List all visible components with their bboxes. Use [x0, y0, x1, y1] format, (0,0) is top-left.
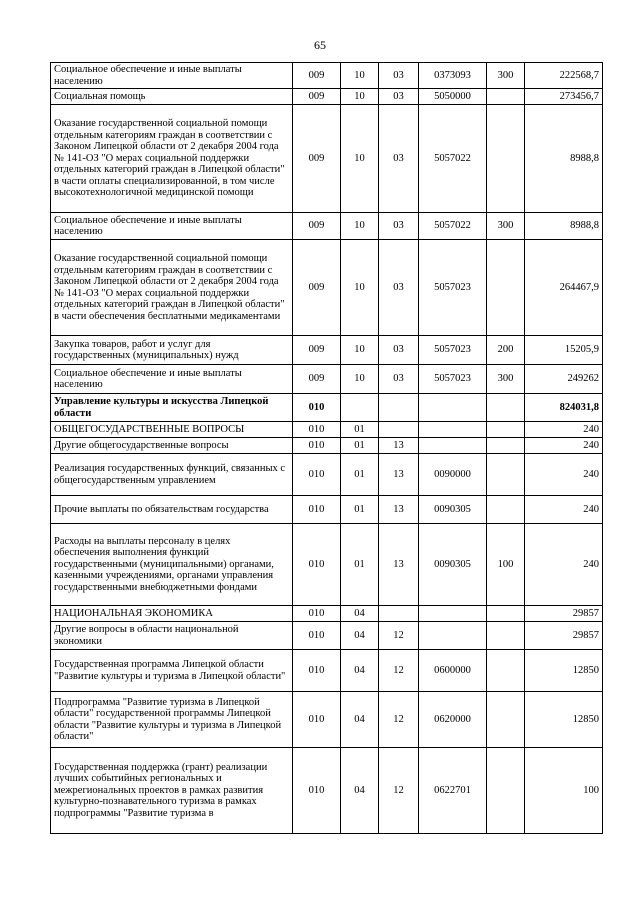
cell-amount: 273456,7: [525, 89, 603, 105]
table-row: [51, 438, 603, 454]
cell-amount: 222568,7: [525, 63, 603, 89]
cell-amount: 12850: [525, 692, 603, 748]
cell-expense-type: 300: [487, 365, 525, 394]
cell-expense-type: [487, 622, 525, 650]
cell-name: Государственная программа Липецкой области "Развитие культуры и туризма в Липецкой области": [51, 650, 293, 692]
cell-section: 10: [341, 240, 379, 336]
cell-section: 10: [341, 213, 379, 240]
cell-subsection: 13: [379, 438, 419, 454]
cell-target-item: 5050000: [419, 89, 487, 105]
cell-department: 010: [293, 650, 341, 692]
cell-name: Управление культуры и искусства Липецкой области: [51, 394, 293, 422]
cell-department: 010: [293, 438, 341, 454]
table-row: [51, 496, 603, 524]
cell-expense-type: [487, 438, 525, 454]
cell-target-item: 5057023: [419, 240, 487, 336]
table-row: [51, 622, 603, 650]
cell-name: Другие общегосударственные вопросы: [51, 438, 293, 454]
cell-subsection: [379, 394, 419, 422]
cell-name: Реализация государственных функций, связанных с общегосударственным управлением: [51, 454, 293, 496]
cell-department: 009: [293, 336, 341, 365]
cell-subsection: 03: [379, 240, 419, 336]
cell-expense-type: 300: [487, 213, 525, 240]
cell-section: 10: [341, 89, 379, 105]
cell-name: ОБЩЕГОСУДАРСТВЕННЫЕ ВОПРОСЫ: [51, 422, 293, 438]
table-row: [51, 692, 603, 748]
cell-expense-type: [487, 606, 525, 622]
table-row: [51, 89, 603, 105]
cell-name: Социальное обеспечение и иные выплаты населению: [51, 63, 293, 89]
cell-name: НАЦИОНАЛЬНАЯ ЭКОНОМИКА: [51, 606, 293, 622]
cell-expense-type: 300: [487, 63, 525, 89]
table-row: [51, 365, 603, 394]
cell-section: 01: [341, 524, 379, 606]
table-row: [51, 606, 603, 622]
cell-name: Другие вопросы в области национальной экономики: [51, 622, 293, 650]
cell-name: Оказание государственной социальной помощи отдельным категориям граждан в соответствии с Законом Липецкой области от 2 декабря 2004 года № 141-ОЗ "О мерах социальной поддержки отдельных категорий граждан в Липецкой области" в части обеспечения бесплатными медикаментами: [51, 240, 293, 336]
cell-expense-type: [487, 105, 525, 213]
cell-section: 01: [341, 454, 379, 496]
cell-amount: 12850: [525, 650, 603, 692]
cell-section: 01: [341, 496, 379, 524]
cell-department: 010: [293, 622, 341, 650]
cell-subsection: 03: [379, 63, 419, 89]
cell-target-item: 5057023: [419, 336, 487, 365]
table-row: [51, 63, 603, 89]
cell-expense-type: [487, 692, 525, 748]
cell-amount: 240: [525, 496, 603, 524]
cell-department: 010: [293, 422, 341, 438]
cell-target-item: 0090000: [419, 454, 487, 496]
cell-section: 04: [341, 650, 379, 692]
cell-target-item: [419, 438, 487, 454]
cell-subsection: 12: [379, 622, 419, 650]
cell-name: Оказание государственной социальной помощи отдельным категориям граждан в соответствии с Законом Липецкой области от 2 декабря 2004 года № 141-ОЗ "О мерах социальной поддержки отдельных категорий граждан в Липецкой области" в части оплаты специализированной, в том числе высокотехнологичной медицинской помощи: [51, 105, 293, 213]
budget-table: [50, 62, 603, 834]
cell-section: 04: [341, 692, 379, 748]
cell-target-item: 0622701: [419, 748, 487, 834]
table-row: [51, 213, 603, 240]
cell-subsection: 12: [379, 692, 419, 748]
cell-section: 04: [341, 748, 379, 834]
cell-target-item: 5057022: [419, 105, 487, 213]
cell-department: 010: [293, 692, 341, 748]
cell-amount: 249262: [525, 365, 603, 394]
cell-amount: 240: [525, 454, 603, 496]
cell-name: Социальная помощь: [51, 89, 293, 105]
cell-section: 10: [341, 365, 379, 394]
table-row: [51, 422, 603, 438]
page-number: 65: [314, 38, 326, 52]
cell-name: Закупка товаров, работ и услуг для государственных (муниципальных) нужд: [51, 336, 293, 365]
cell-name: Государственная поддержка (грант) реализации лучших событийных региональных и межрегиональных проектов в рамках развития культурно-познавательного туризма в рамках подпрограммы "Развитие туризма в: [51, 748, 293, 834]
cell-expense-type: [487, 240, 525, 336]
table-row: [51, 394, 603, 422]
cell-department: 009: [293, 89, 341, 105]
cell-subsection: 03: [379, 213, 419, 240]
cell-expense-type: [487, 394, 525, 422]
cell-target-item: 5057023: [419, 365, 487, 394]
table-body: [51, 63, 603, 834]
cell-section: 10: [341, 105, 379, 213]
table-row: [51, 454, 603, 496]
cell-expense-type: 100: [487, 524, 525, 606]
cell-department: 009: [293, 213, 341, 240]
cell-department: 010: [293, 454, 341, 496]
cell-expense-type: [487, 422, 525, 438]
cell-expense-type: [487, 650, 525, 692]
cell-name: Подпрограмма "Развитие туризма в Липецкой области" государственной программы Липецкой области "Развитие культуры и туризма в Липецкой области": [51, 692, 293, 748]
cell-target-item: [419, 394, 487, 422]
cell-target-item: [419, 606, 487, 622]
cell-name: Социальное обеспечение и иные выплаты населению: [51, 365, 293, 394]
cell-subsection: 12: [379, 748, 419, 834]
cell-department: 010: [293, 394, 341, 422]
cell-target-item: 0600000: [419, 650, 487, 692]
cell-amount: 8988,8: [525, 213, 603, 240]
cell-target-item: [419, 622, 487, 650]
cell-subsection: 13: [379, 454, 419, 496]
cell-amount: 15205,9: [525, 336, 603, 365]
cell-expense-type: [487, 454, 525, 496]
cell-target-item: 0373093: [419, 63, 487, 89]
cell-amount: 29857: [525, 622, 603, 650]
cell-subsection: 03: [379, 105, 419, 213]
cell-expense-type: [487, 89, 525, 105]
cell-amount: 100: [525, 748, 603, 834]
cell-subsection: [379, 422, 419, 438]
cell-amount: 29857: [525, 606, 603, 622]
cell-amount: 240: [525, 422, 603, 438]
cell-amount: 824031,8: [525, 394, 603, 422]
table-row: [51, 105, 603, 213]
cell-target-item: 0090305: [419, 524, 487, 606]
cell-subsection: 12: [379, 650, 419, 692]
cell-department: 010: [293, 606, 341, 622]
cell-amount: 240: [525, 524, 603, 606]
cell-section: 01: [341, 438, 379, 454]
cell-department: 010: [293, 524, 341, 606]
cell-department: 009: [293, 105, 341, 213]
cell-department: 010: [293, 748, 341, 834]
cell-target-item: [419, 422, 487, 438]
cell-target-item: 0090305: [419, 496, 487, 524]
cell-name: Прочие выплаты по обязательствам государства: [51, 496, 293, 524]
cell-section: 10: [341, 63, 379, 89]
cell-section: 01: [341, 422, 379, 438]
cell-subsection: 03: [379, 365, 419, 394]
table-row: [51, 524, 603, 606]
cell-department: 009: [293, 365, 341, 394]
cell-subsection: 03: [379, 89, 419, 105]
cell-amount: 264467,9: [525, 240, 603, 336]
cell-expense-type: [487, 748, 525, 834]
table-row: [51, 748, 603, 834]
cell-target-item: 5057022: [419, 213, 487, 240]
cell-section: [341, 394, 379, 422]
cell-amount: 8988,8: [525, 105, 603, 213]
cell-section: 04: [341, 606, 379, 622]
cell-target-item: 0620000: [419, 692, 487, 748]
table-row: [51, 650, 603, 692]
cell-department: 010: [293, 496, 341, 524]
cell-expense-type: 200: [487, 336, 525, 365]
table-row: [51, 336, 603, 365]
cell-amount: 240: [525, 438, 603, 454]
table-row: [51, 240, 603, 336]
cell-department: 009: [293, 63, 341, 89]
cell-department: 009: [293, 240, 341, 336]
cell-name: Социальное обеспечение и иные выплаты населению: [51, 213, 293, 240]
cell-name: Расходы на выплаты персоналу в целях обеспечения выполнения функций государственными (муниципальными) органами, казенными учреждениями, органами управления государственными внебюджетными фондами: [51, 524, 293, 606]
cell-subsection: 03: [379, 336, 419, 365]
cell-section: 10: [341, 336, 379, 365]
cell-subsection: [379, 606, 419, 622]
cell-expense-type: [487, 496, 525, 524]
cell-section: 04: [341, 622, 379, 650]
cell-subsection: 13: [379, 496, 419, 524]
cell-subsection: 13: [379, 524, 419, 606]
